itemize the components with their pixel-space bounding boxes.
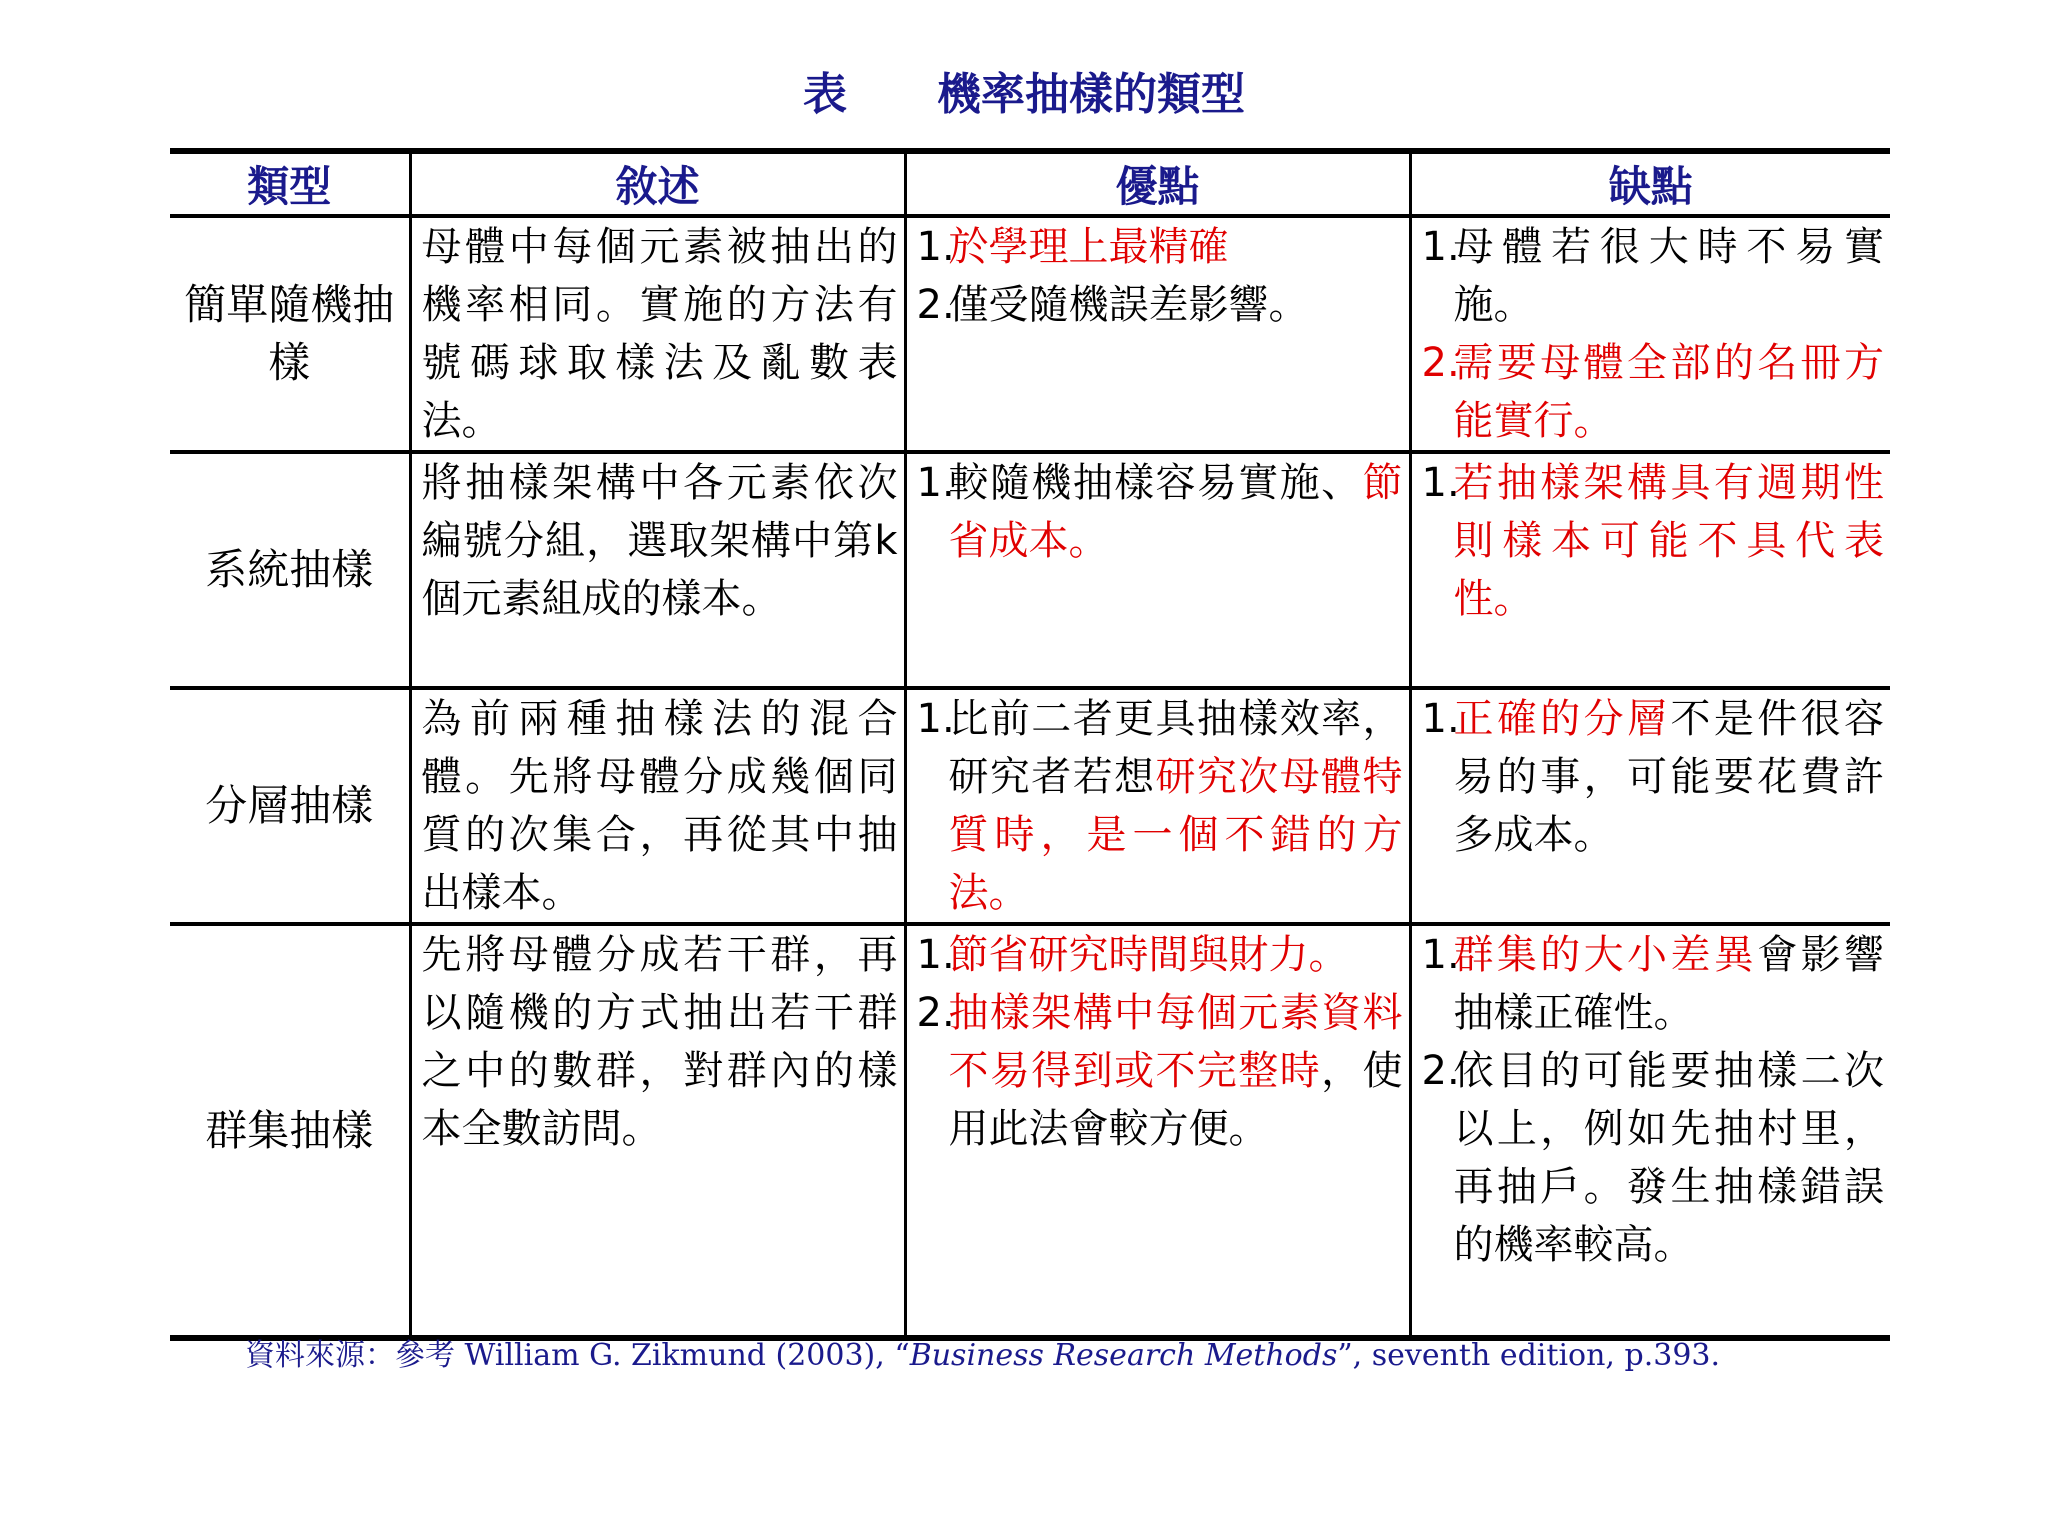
source-citation: [245, 1330, 1720, 1374]
header-disadvantages: 缺點: [1410, 151, 1890, 216]
description-cell: 將抽樣架構中各元素依次編號分組，選取架構中第k個元素組成的樣本。: [410, 452, 905, 688]
table-row-systematic: [170, 452, 1890, 688]
advantage-item: 1. 於學理上最精確: [916, 224, 1229, 270]
source-prefix: 資料來源：參考 William G. Zikmund (2003), “: [245, 1338, 910, 1373]
source-book-title: Business Research Methods: [909, 1338, 1338, 1373]
header-type: 類型: [170, 151, 410, 216]
disadvantage-item: 1. 正確的分層不是件很容易的事，可能要花費許多成本。: [1421, 696, 1885, 858]
description-cell: 先將母體分成若干群，再以隨機的方式抽出若干群之中的數群，對群內的樣本全數訪問。: [410, 924, 905, 1338]
disadvantage-item: 2. 依目的可能要抽樣二次以上，例如先抽村里，再抽戶。發生抽樣錯誤的機率較高。: [1421, 1048, 1884, 1268]
table-row-simple-random: [170, 216, 1890, 452]
table-title-prefix: 表: [803, 69, 847, 120]
description-cell: 母體中每個元素被抽出的機率相同。實施的方法有號碼球取樣法及亂數表法。: [410, 216, 905, 452]
advantage-item: 2. 抽樣架構中每個元素資料不易得到或不完整時，使用此法會較方便。: [916, 990, 1403, 1152]
advantages-cell: [905, 216, 1410, 452]
disadvantage-item: 1. 母體若很大時不易實施。: [1421, 224, 1884, 328]
advantages-cell: [905, 452, 1410, 688]
advantage-item: 1. 節省研究時間與財力。: [916, 932, 1349, 978]
table-title-text: 機率抽樣的類型: [937, 69, 1245, 120]
sampling-types-table: [170, 148, 1890, 1341]
disadvantages-cell: [1410, 216, 1890, 452]
type-cell: 系統抽樣: [170, 452, 410, 688]
advantage-item: 1. 比前二者更具抽樣效率，研究者若想研究次母體特質時，是一個不錯的方法。: [916, 696, 1403, 916]
header-advantages: 優點: [905, 151, 1410, 216]
table-title: [0, 58, 2048, 122]
disadvantages-cell: [1410, 452, 1890, 688]
type-cell: 分層抽樣: [170, 688, 410, 924]
header-description: 敘述: [410, 151, 905, 216]
disadvantage-item: 2. 需要母體全部的名冊方能實行。: [1421, 340, 1884, 444]
disadvantages-cell: [1410, 924, 1890, 1338]
advantages-cell: [905, 688, 1410, 924]
advantage-item: 2. 僅受隨機誤差影響。: [916, 282, 1309, 328]
type-cell: 群集抽樣: [170, 924, 410, 1338]
source-suffix: ”, seventh edition, p.393.: [1337, 1338, 1721, 1373]
table-row-cluster: [170, 924, 1890, 1338]
advantages-cell: [905, 924, 1410, 1338]
advantage-item: 1. 較隨機抽樣容易實施、節省成本。: [916, 460, 1403, 564]
table-row-stratified: [170, 688, 1890, 924]
disadvantage-item: 1. 若抽樣架構具有週期性則樣本可能不具代表性。: [1421, 460, 1884, 622]
description-cell: 為前兩種抽樣法的混合體。先將母體分成幾個同質的次集合，再從其中抽出樣本。: [410, 688, 905, 924]
disadvantage-item: 1. 群集的大小差異會影響抽樣正確性。: [1421, 932, 1885, 1036]
type-cell: 簡單隨機抽樣: [170, 216, 410, 452]
disadvantages-cell: [1410, 688, 1890, 924]
table-header-row: [170, 151, 1890, 216]
